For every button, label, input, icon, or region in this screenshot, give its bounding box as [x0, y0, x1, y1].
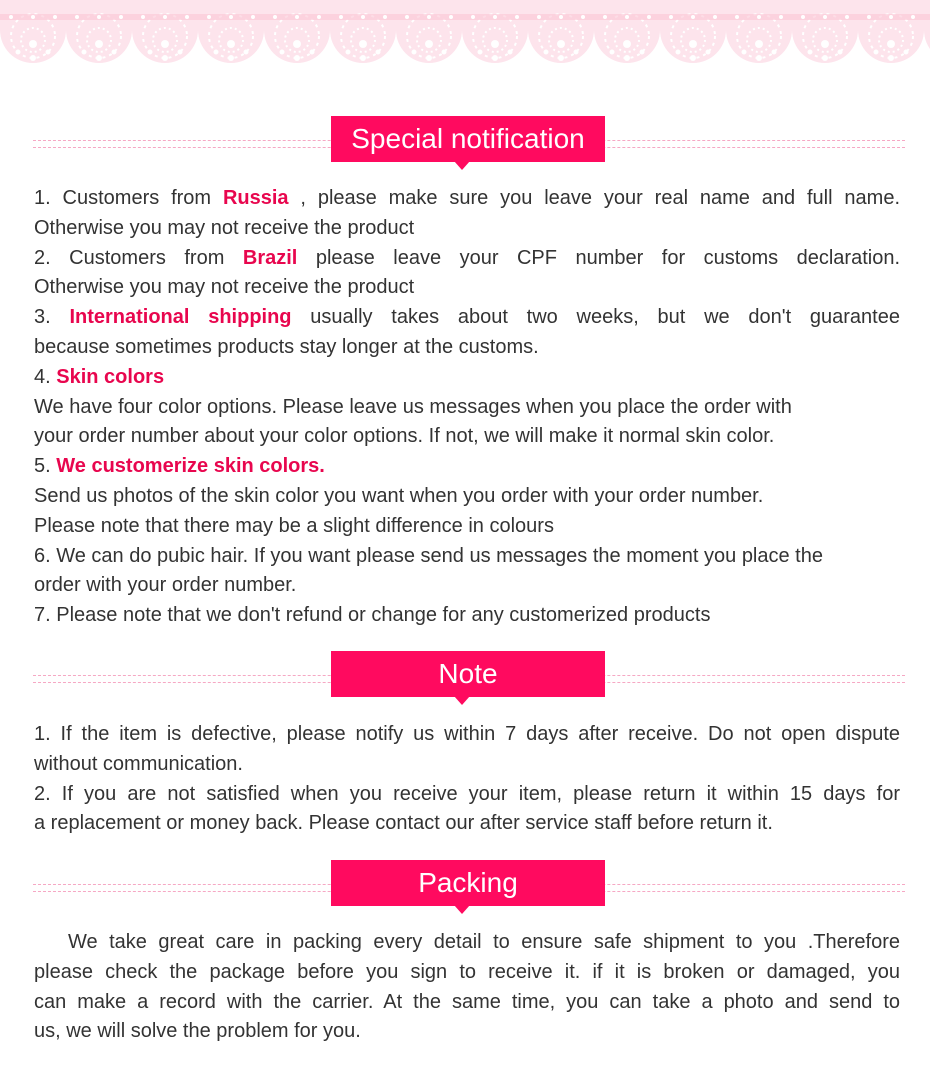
paragraph-line: please check the package before you sign to receive it. if it is broken or damaged, you	[34, 960, 900, 983]
list-item: 5. We customerize skin colors.	[34, 455, 325, 478]
list-item-continuation: without communication.	[34, 752, 243, 775]
list-item: 2. If you are not satisfied when you receive your item, please return it within 15 days for	[34, 782, 900, 805]
packing-header	[33, 860, 905, 922]
lace-border	[0, 0, 930, 78]
list-item: 4. Skin colors	[34, 365, 165, 388]
list-item: 1. If the item is defective, please notify us within 7 days after receive. Do not open dispute	[34, 723, 900, 745]
section-title: Special notification	[331, 116, 605, 162]
special-notification-header	[33, 116, 905, 178]
list-item: 7. Please note that we don't refund or change for any customerized products	[34, 604, 711, 627]
list-item-continuation: your order number about your color options. If not, we will make it normal skin color.	[34, 425, 775, 448]
pointer-arrow-icon	[454, 905, 470, 914]
list-item: 6. We can do pubic hair. If you want please send us messages the moment you place the	[34, 544, 823, 567]
list-item: 3. International shipping usually takes about two weeks, but we don't guarantee	[34, 306, 900, 329]
special-notification-body	[34, 184, 900, 631]
note-header	[33, 651, 905, 713]
list-item-continuation: Please note that there may be a slight difference in colours	[34, 514, 554, 537]
section-title: Note	[331, 651, 605, 697]
list-item-continuation: Send us photos of the skin color you want when you order with your order number.	[34, 484, 764, 507]
paragraph-line: We take great care in packing every detail to ensure safe shipment to you .Therefore	[68, 931, 900, 953]
packing-body	[34, 928, 900, 1047]
list-item-continuation: order with your order number.	[34, 574, 297, 597]
pointer-arrow-icon	[454, 696, 470, 705]
paragraph-line: us, we will solve the problem for you.	[34, 1020, 361, 1043]
section-title: Packing	[331, 860, 605, 906]
list-item: 1. Customers from Russia , please make sure you leave your real name and full name.	[34, 187, 900, 209]
list-item-continuation: Otherwise you may not receive the product	[34, 216, 415, 239]
list-item-continuation: because sometimes products stay longer at the customs.	[34, 335, 539, 358]
list-item-continuation: a replacement or money back. Please contact our after service staff before return it.	[34, 812, 773, 835]
pointer-arrow-icon	[454, 161, 470, 170]
list-item-continuation: We have four color options. Please leave us messages when you place the order with	[34, 395, 792, 418]
list-item-continuation: Otherwise you may not receive the product	[34, 276, 415, 299]
paragraph-line: can make a record with the carrier. At the same time, you can take a photo and send to	[34, 990, 900, 1013]
note-body	[34, 720, 900, 839]
list-item: 2. Customers from Brazil please leave your CPF number for customs declaration.	[34, 246, 900, 269]
